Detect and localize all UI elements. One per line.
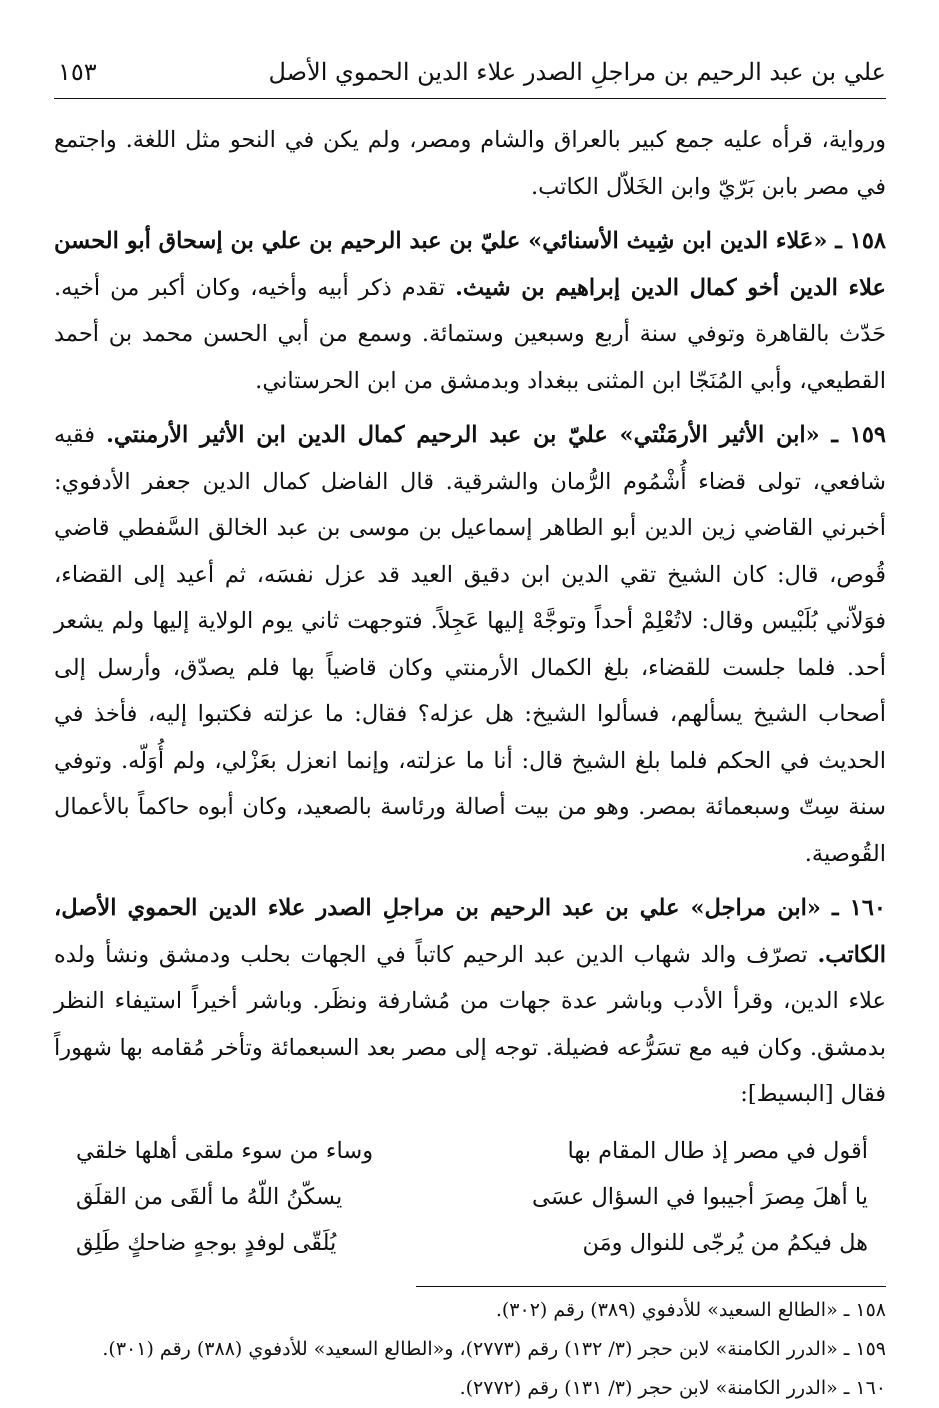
intro-paragraph: ورواية، قرأه عليه جمع كبير بالعراق والشام ومصر، ولم يكن في النحو مثل اللغة. واجتمع في مصر بابن بَرّيّ وابن الخَلاّل الكاتب. xyxy=(54,127,886,200)
footnote-158: ١٥٨ ـ «الطالع السعيد» للأدفوي (٣٨٩) رقم (٣٠٢). xyxy=(495,1298,886,1321)
entry-160-text: تصرّف والد شهاب الدين عبد الرحيم كاتباً في الجهات بحلب ودمشق ونشأ ولده علاء الدين، وقرأ الأدب وباشر عدة جهات من مُشارفة ونظَر. وباشر أخيراً استيفاء النظر بدمشق. وكان فيه مع تسَرُّعه فضيلة. توجه إلى مصر بعد السبعمائة وتأخر مُقامه بها شهوراً فقال [البسيط]: xyxy=(54,941,886,1107)
entry-158-text: تقدم ذكر أبيه وأخيه، وكان أكبر من أخيه. حَدّث بالقاهرة وتوفي سنة أربع وسبعين وستمائة. وسمع من أبي الحسن محمد بن أحمد القطيعي، وأبي المُنَجّا ابن المثنى ببغداد وبدمشق من ابن الحرستاني. xyxy=(54,274,886,394)
poem-verse xyxy=(76,1174,868,1220)
footnote-159: ١٥٩ ـ «الدرر الكامنة» لابن حجر (٣/ ١٣٢) رقم (٢٧٧٣)، و«الطالع السعيد» للأدفوي (٣٨٨) رقم (٣٠١). xyxy=(102,1337,886,1360)
entry-159-text: فقيه شافعي، تولى قضاء أُشْمُوم الرُّمان والشرقية. قال الفاضل كمال الدين جعفر الأدفوي: أخبرني القاضي زين الدين أبو الطاهر إسماعيل بن موسى بن عبد الخالق السَّفطي قاضي قُوص، قال: كان الشيخ تقي الدين ابن دقيق العيد قد عزل نفسَه، ثم أعيد إلى القضاء، فوَلاّني بُلَبْيس وقال: لاتُعْلِمْ أحداً وتوجَّهْ إليها عَجِلاً. فتوجهت ثاني يوم الولاية إليها ولم يشعر أحد. فلما جلست للقضاء، بلغ الكمال الأرمنتي وكان قاضياً بها فلم يصدّق، وأرسل إلى أصحاب الشيخ يسألهم، فسألوا الشيخ: هل عزله؟ فقال: ما عزلته فكتبوا إليه، فأخذ في الحديث في الحكم فلما بلغ الشيخ قال: أنا ما عزلته، وإنما انعزل بعَزْلي، ولم أُوَلّه. وتوفي سنة سِتّ وسبعمائة بمصر. وهو من بيت أصالة ورئاسة بالصعيد، وكان أبوه حاكماً بالأعمال القُوصية. xyxy=(54,422,887,867)
verse-first-hemistich: هل فيكمُ من يُرجّى للنوال ومَن xyxy=(582,1229,868,1256)
footnote-160: ١٦٠ ـ «الدرر الكامنة» لابن حجر (٣/ ١٣١) رقم (٢٧٧٢). xyxy=(459,1376,886,1399)
poem-verse xyxy=(76,1128,868,1174)
page-number: ١٥٣ xyxy=(58,58,97,86)
entry-158-heading: ١٥٨ ـ «عَلاء الدين ابن شِيث الأسنائي» عليّ بن عبد الرحيم بن علي بن إسحاق أبو الحسن علاء الدين أخو كمال الدين إبراهيم بن شيث. xyxy=(54,228,886,301)
verse-second-hemistich: وساء من سوء ملقى أهلها خلقي xyxy=(76,1137,374,1164)
footnotes-section xyxy=(102,1286,886,1408)
entry-158 xyxy=(54,218,886,404)
verse-first-hemistich: أقول في مصر إذ طال المقام بها xyxy=(567,1137,868,1164)
book-page xyxy=(54,48,886,1408)
verse-first-hemistich: يا أهلَ مِصرَ أجيبوا في السؤال عسَى xyxy=(532,1183,868,1210)
entry-159 xyxy=(54,412,886,877)
entry-160 xyxy=(54,885,886,1118)
entry-159-heading: ١٥٩ ـ «ابن الأثير الأرمَنْتي» عليّ بن عبد الرحيم كمال الدين ابن الأثير الأرمنتي. xyxy=(106,422,886,448)
page-body xyxy=(54,117,886,1408)
running-header xyxy=(54,48,886,99)
verse-second-hemistich: يسكّنُ اللّهُ ما ألقَى من القلَق xyxy=(76,1183,343,1210)
header-title: علي بن عبد الرحيم بن مراجلِ الصدر علاء الدين الحموي الأصل xyxy=(268,58,886,86)
verse-second-hemistich: يُلَقّى لوفدٍ بوجهٍ ضاحكٍ طَلِق xyxy=(76,1229,337,1256)
poem-verse xyxy=(76,1220,868,1266)
poem xyxy=(76,1128,868,1266)
entry-160-heading: ١٦٠ ـ «ابن مراجل» علي بن عبد الرحيم بن مراجلِ الصدر علاء الدين الحموي الأصل، الكاتب. xyxy=(54,895,887,968)
